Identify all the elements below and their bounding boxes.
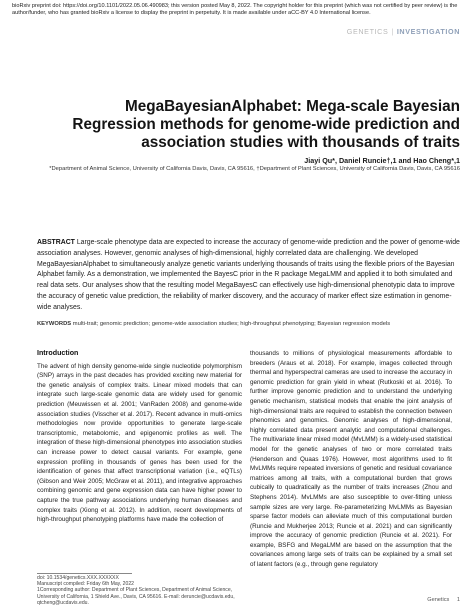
intro-paragraph: The advent of high density genome-wide single nucleotide polymorphism (SNP) arrays in the past decades has provided exciting new material for the genetic analysis of complex traits. Linear mixed models that can integrate such large-scale genomic data are widely used for genomic prediction (Meuwissen et al. 2001; VanRaden 2008) and genome-wide association studies (Visscher et al. 2017). Recent advance in multi-omics methodologies now provide opportunities to generate large-scale transcriptomic, metabolomic, and epigenomic profiles as well. The integration of these high-dimensional phenotypes into association studies can increase power to detect causal variants. For example, gene expression profiling in thousands of genes has been used for the identification of genes that affect transcriptional variation (i.e., eQTLs) (Gibson and Weir 2005; McGraw et al. 2011), and integrative approaches combining genomic and gene expression data can have higher power to capture the true pathway associations underlying human diseases and complex traits (Xiong et al. 2012). In addition, recent developments of high-throughput phenotyping platforms have made the collection of [37,362,242,524]
footnote-manuscript: Manuscript compiled: Friday 6th May, 2022 [37,581,135,588]
journal-name: GENETICS [346,27,389,36]
right-column [250,349,452,570]
page-footer [427,597,460,603]
affiliations: *Department of Animal Science, University of California Davis, Davis, CA 95616, †Department of Plant Sciences, University of California Davis, Davis, CA 95616 [49,166,460,172]
footnote-corresponding: 1Corresponding author: Department of Plant Sciences, Department of Animal Science, University of California, 1 Shield Ave., Davis, CA 95616. E-mail: deruncie@ucdavis.edu, qtcheng@ucdavis.edu. [37,587,235,606]
right-paragraph: thousands to millions of physiological measurements affordable to breeders (Araus et al. 2018). For example, images collected through thermal and hyperspectral cameras are used to increase the accuracy in genomic prediction for grain yield in wheat (Rutkoski et al. 2016). To further improve genomic prediction and to understand the underlying genetic mechanism, statistical models that enable the joint analysis of high-dimensional traits are required to establish the connection between phenomics and genomics. Genomic analyses of high-dimensional, highly correlated data present analytic and computational challenges. The multivariate linear mixed model (MvLMM) is a widely-used statistical model for the genetic analyses of two or more correlated traits (Henderson and Quaas 1976). However, most algorithms used to fit MvLMMs require repeated inversions of genetic and residual covariance matrices among all traits, with a computational burden that grows cubically to quadratically as the number of traits increases (Zhou and Stephens 2014). MvLMMs are also susceptible to over-fitting unless sample sizes are very large. Re-parameterizing MvLMMs as Bayesian sparse factor models can alleviate much of this computational burden (Runcie and Mukherjee 2013; Runcie et al. 2021) and can significantly improve the accuracy of genomic prediction (Runcie et al. 2021). For example, BSFG and MegaLMM are based on the assumption that the covariances among large sets of traits can be explained by a small set of latent factors (e.g., through gene regulatory [250,350,452,569]
intro-heading: Introduction [37,349,79,357]
footnotes [37,575,242,606]
footer-journal: Genetics [427,597,450,603]
abstract-text: Large-scale phenotype data are expected to increase the accuracy of genome-wide prediction and the power of genome-wide association analyses. However, genomic analyses of high-dimensional, highly correlated data are challenging. We developed MegaBayesianAlphabet to simultaneously analyze genetic variants underlying thousands of traits using the flexible priors of the Bayesian Alphabet family. As a demonstration, we implemented the BayesC prior in the R package MegaLMM and applied it to both simulated and real data sets. Our analyses show that the resulting model MegaBayesC can effectively use high-dimensional phenotypic data to improve the accuracy of genetic value prediction, the reliability of marker discovery, and the accuracy of marker effect size estimation in genome-wide analyses. [37,239,460,311]
preprint-notice: bioRxiv preprint doi: https://doi.org/10.1101/2022.05.06.490983; this version posted May 8, 2022. The copyright holder for this preprint (which was not certified by peer review) is the author/funder, who has granted bioRxiv a license to display the preprint in perpetuity. It is made available under aCC-BY 4.0 International license. [12,3,458,16]
abstract [37,238,462,314]
page-number: 1 [456,597,460,603]
left-column [37,349,242,525]
author-list: Jiayi Qu*, Daniel Runcie†,1 and Hao Cheng*,1 [304,156,460,165]
paper-title: MegaBayesianAlphabet: Mega-scale Bayesian Regression methods for genome-wide prediction and association studies with thousands of traits [72,98,460,151]
keywords-text: multi-trait; genomic prediction; genome-wide association studies; high-throughput phenotyping; Bayesian regression models [72,321,391,327]
keywords [37,321,462,328]
footnote-doi: doi: 10.1534/genetics.XXX.XXXXXX [37,575,119,581]
keywords-label: KEYWORDS [37,321,72,327]
section-label [347,27,460,36]
abstract-label: ABSTRACT [37,239,75,246]
article-type: INVESTIGATION [396,27,460,36]
footnote-divider [37,573,132,574]
section-separator: | [391,27,394,36]
